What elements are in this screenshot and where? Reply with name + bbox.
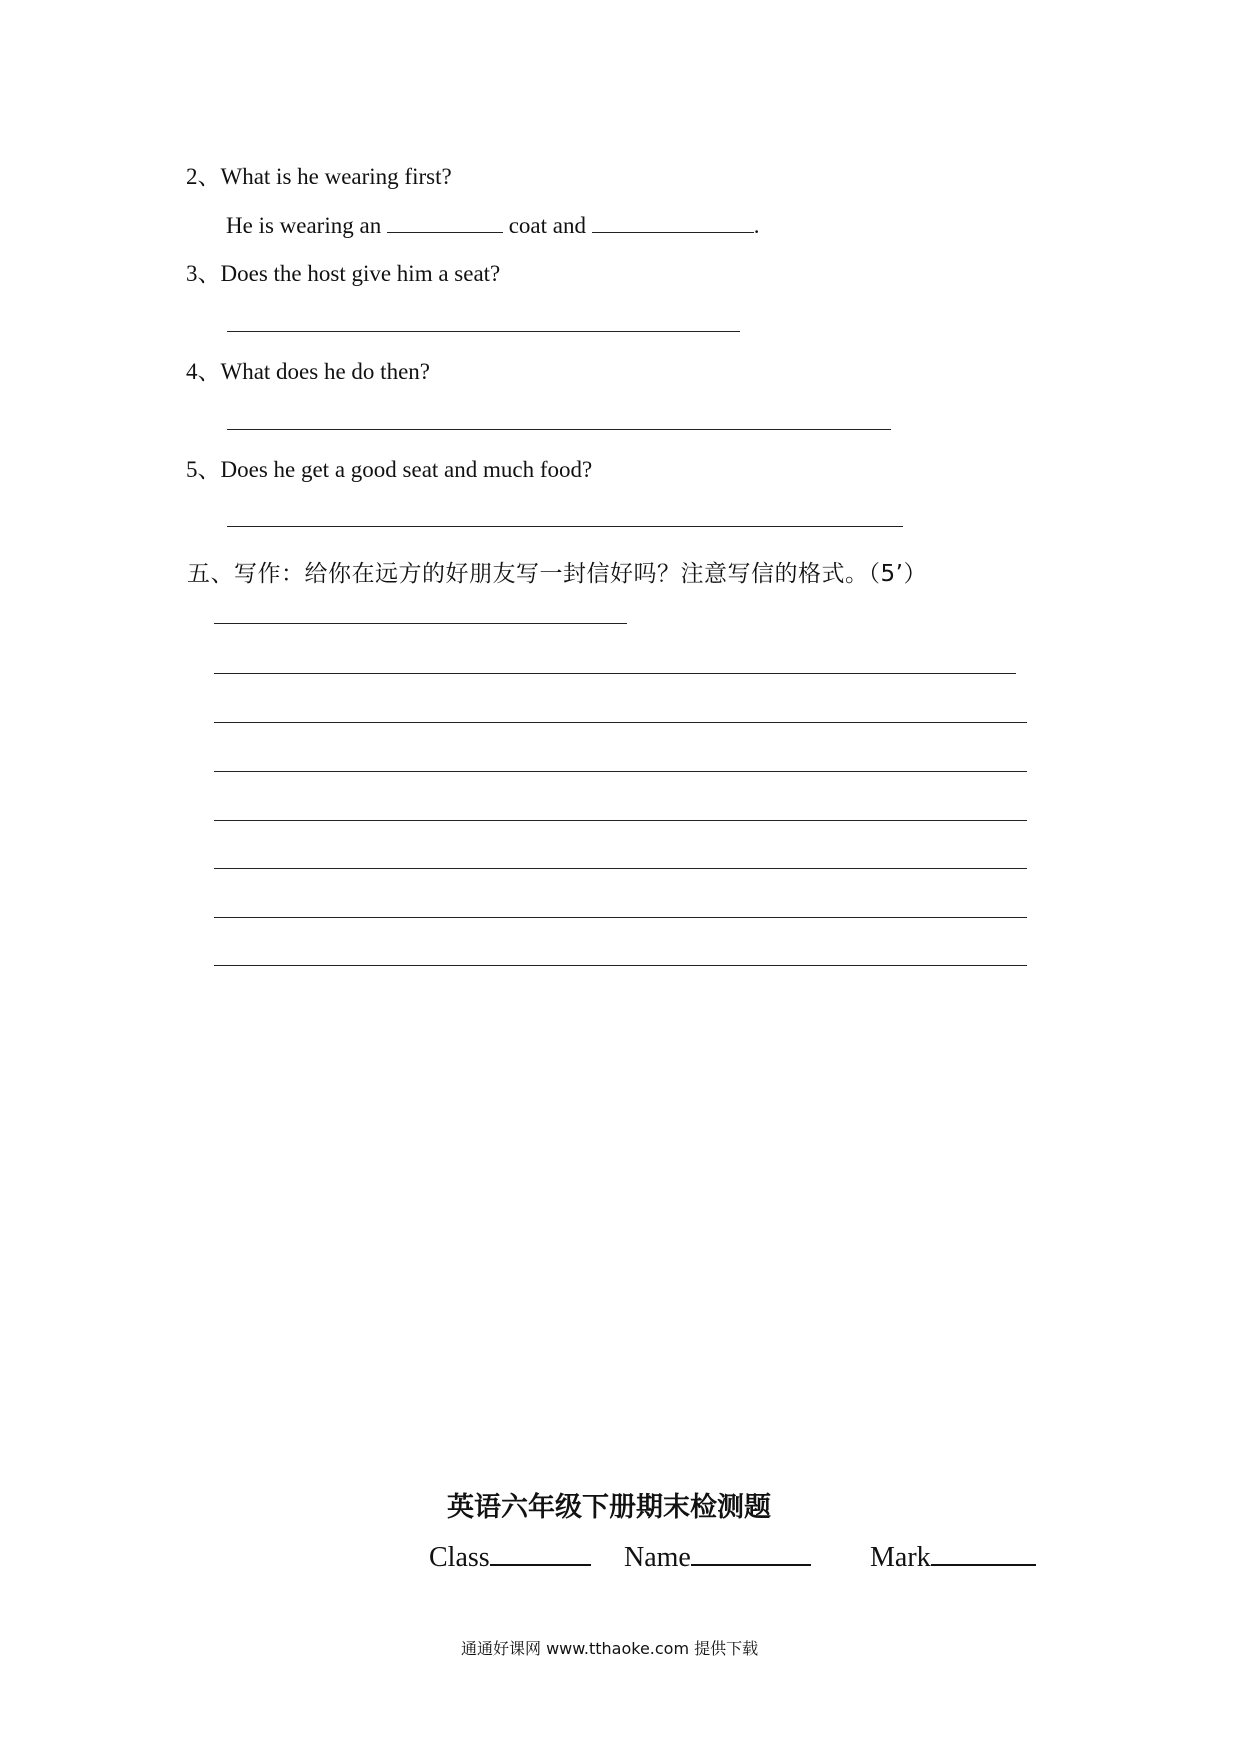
name-label: Name <box>624 1542 691 1573</box>
writing-line[interactable] <box>214 820 1027 821</box>
answer-2-part2: coat and <box>502 213 592 238</box>
mark-input-line[interactable] <box>931 1538 1036 1566</box>
mark-label: Mark <box>870 1542 931 1573</box>
question-3-number: 3、 <box>186 261 221 286</box>
question-2-number: 2、 <box>186 164 221 189</box>
answer-2-blank-2[interactable] <box>592 210 754 233</box>
question-3-text: Does the host give him a seat? <box>220 261 501 286</box>
exam-title: 英语六年级下册期末检测题 <box>447 1492 771 1523</box>
answer-4-line[interactable] <box>227 429 891 430</box>
writing-heading: 五、写作：给你在远方的好朋友写一封信好吗？注意写信的格式。（5’） <box>187 561 927 587</box>
question-4 <box>186 357 430 387</box>
question-4-number: 4、 <box>186 359 221 384</box>
writing-line[interactable] <box>214 965 1027 966</box>
question-2 <box>186 162 452 192</box>
class-input-line[interactable] <box>490 1538 591 1566</box>
question-5-number: 5、 <box>186 457 221 482</box>
class-label: Class <box>429 1542 490 1573</box>
name-field <box>624 1538 811 1575</box>
writing-line[interactable] <box>214 722 1027 723</box>
class-field <box>429 1538 591 1575</box>
writing-line[interactable] <box>214 868 1027 869</box>
question-2-answer <box>226 210 759 241</box>
question-5 <box>186 455 592 485</box>
writing-line[interactable] <box>214 771 1027 772</box>
answer-2-blank-1[interactable] <box>387 210 503 233</box>
question-5-text: Does he get a good seat and much food? <box>220 457 593 482</box>
question-3 <box>186 259 500 289</box>
writing-line[interactable] <box>214 917 1027 918</box>
answer-2-part1: He is wearing an <box>226 213 387 238</box>
mark-field <box>870 1538 1036 1575</box>
writing-line[interactable] <box>214 673 1016 674</box>
answer-3-line[interactable] <box>227 331 740 332</box>
question-4-text: What does he do then? <box>220 359 430 384</box>
name-input-line[interactable] <box>691 1538 811 1566</box>
answer-2-part3: . <box>753 213 760 238</box>
writing-line[interactable] <box>214 623 627 624</box>
question-2-text: What is he wearing first? <box>220 164 452 189</box>
footer-credit: 通通好课网 www.tthaoke.com 提供下载 <box>461 1639 759 1658</box>
answer-5-line[interactable] <box>227 526 903 527</box>
